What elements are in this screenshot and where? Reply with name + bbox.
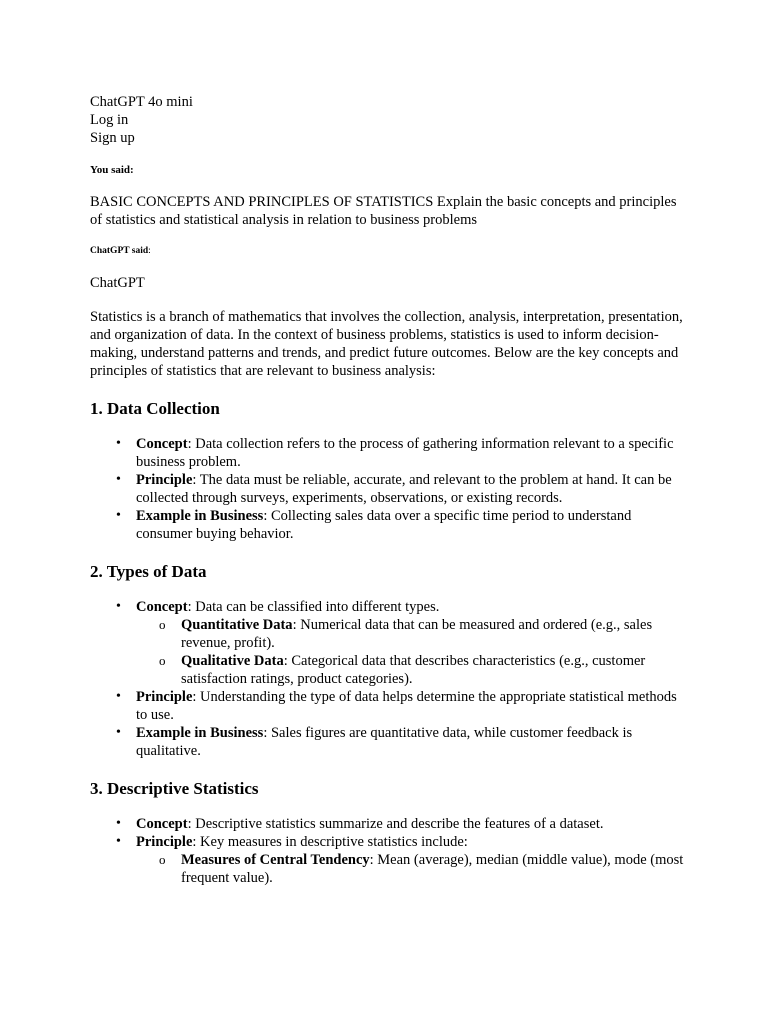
you-said-label: You said:	[90, 164, 134, 176]
gpt-name: ChatGPT	[90, 275, 145, 291]
response-intro: Statistics is a branch of mathematics that involves the collection, analysis, interpretation, presentation, and organization of data. In the context of business problems, statistics is used to inform decision-making, understand patterns and trends, and predict future outcomes. Below are the key concepts and principles of statistics that are relevant to business analysis:	[90, 309, 683, 379]
item-text: : Categorical data that describes characteristics (e.g., customer satisfaction ratings, product categories).	[181, 653, 646, 687]
item-term: Principle	[136, 689, 193, 705]
item-term: Measures of Central Tendency	[181, 852, 370, 868]
item-text: : Key measures in descriptive statistics include:	[192, 834, 468, 850]
signup-link[interactable]: Sign up	[90, 130, 135, 146]
list-item	[136, 507, 688, 543]
login-link[interactable]: Log in	[90, 112, 129, 128]
item-term: Concept	[136, 816, 188, 832]
item-text: : Collecting sales data over a specific time period to understand consumer buying behavior.	[136, 508, 632, 542]
item-term: Principle	[136, 472, 193, 488]
header	[90, 93, 688, 147]
item-term: Quantitative Data	[181, 617, 293, 633]
item-text: : Mean (average), median (middle value), mode (most frequent value).	[181, 852, 684, 886]
list-item	[136, 815, 688, 833]
list-item	[136, 724, 688, 760]
item-term: Concept	[136, 436, 188, 452]
item-term: Example in Business	[136, 725, 264, 741]
list-item	[136, 598, 688, 688]
section-list	[90, 435, 688, 543]
sub-list-item	[181, 652, 688, 688]
gpt-said-colon: :	[148, 246, 151, 256]
app-title: ChatGPT 4o mini	[90, 94, 193, 110]
list-item	[136, 435, 688, 471]
sub-list	[136, 616, 688, 688]
sub-list-item	[181, 851, 688, 887]
item-text: : Numerical data that can be measured and ordered (e.g., sales revenue, profit).	[181, 617, 653, 651]
item-text: : The data must be reliable, accurate, and relevant to the problem at hand. It can be collected through surveys, experiments, observations, or existing records.	[136, 472, 672, 506]
sub-list-item	[181, 616, 688, 652]
list-item	[136, 688, 688, 724]
item-term: Qualitative Data	[181, 653, 284, 669]
item-term: Concept	[136, 599, 188, 615]
section-list	[90, 598, 688, 760]
item-text: : Sales figures are quantitative data, while customer feedback is qualitative.	[136, 725, 633, 759]
section-heading: 2. Types of Data	[90, 562, 207, 581]
item-term: Example in Business	[136, 508, 264, 524]
item-term: Principle	[136, 834, 193, 850]
item-text: : Data collection refers to the process of gathering information relevant to a specific business problem.	[136, 436, 674, 470]
gpt-said-label	[90, 245, 688, 258]
user-prompt: BASIC CONCEPTS AND PRINCIPLES OF STATISTICS Explain the basic concepts and principles of statistics and statistical analysis in relation to business problems	[90, 194, 677, 228]
list-item	[136, 471, 688, 507]
section-heading: 3. Descriptive Statistics	[90, 779, 259, 798]
list-item	[136, 833, 688, 887]
item-text: : Understanding the type of data helps determine the appropriate statistical methods to use.	[136, 689, 677, 723]
item-text: : Descriptive statistics summarize and describe the features of a dataset.	[187, 816, 604, 832]
sub-list	[136, 851, 688, 887]
section-list	[90, 815, 688, 887]
item-text: : Data can be classified into different types.	[187, 599, 440, 615]
gpt-said-text: ChatGPT said	[90, 246, 149, 256]
section-heading: 1. Data Collection	[90, 399, 220, 418]
